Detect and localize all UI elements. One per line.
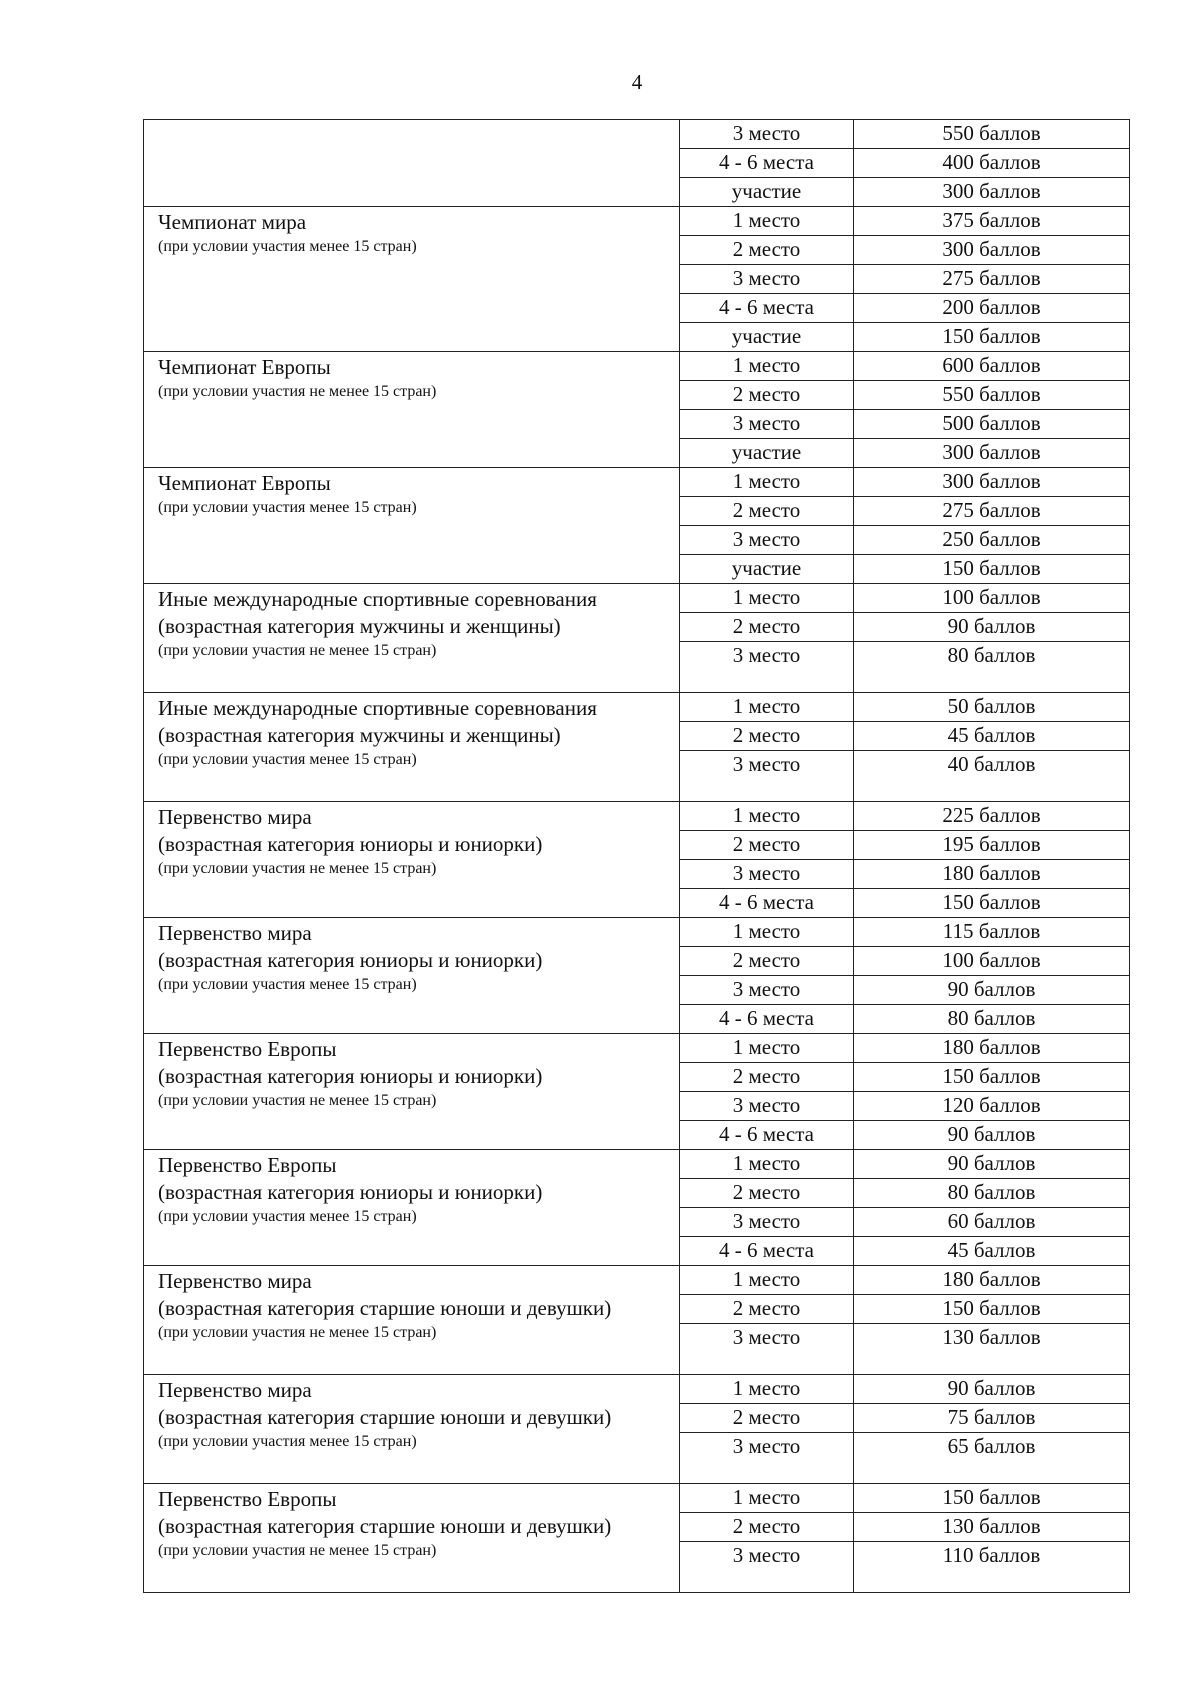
competition-title: Первенство мира: [158, 921, 312, 945]
table-row: [144, 352, 1130, 381]
competition-cell: [144, 352, 680, 468]
place-cell: 3 место: [680, 751, 854, 802]
place-cell: 3 место: [680, 1433, 854, 1484]
place-cell: 2 место: [680, 1404, 854, 1433]
participation-condition: (при условии участия менее 15 стран): [158, 976, 417, 993]
place-cell: 1 место: [680, 584, 854, 613]
competition-title: Первенство мира: [158, 1269, 312, 1293]
age-category: (возрастная категория старшие юноши и девушки): [158, 1514, 612, 1538]
points-table: [143, 119, 1130, 1593]
place-cell: 1 место: [680, 918, 854, 947]
points-cell: 100 баллов: [854, 947, 1130, 976]
age-category: (возрастная категория юниоры и юниорки): [158, 948, 543, 972]
place-cell: 2 место: [680, 497, 854, 526]
place-cell: 1 место: [680, 1375, 854, 1404]
place-cell: 3 место: [680, 1092, 854, 1121]
place-cell: 4 - 6 места: [680, 1237, 854, 1266]
points-cell: 115 баллов: [854, 918, 1130, 947]
points-cell: 65 баллов: [854, 1433, 1130, 1484]
competition-title: Иные международные спортивные соревнования: [158, 696, 597, 720]
table-row: [144, 120, 1130, 149]
place-cell: 2 место: [680, 722, 854, 751]
place-cell: 2 место: [680, 613, 854, 642]
age-category: (возрастная категория старшие юноши и девушки): [158, 1405, 612, 1429]
participation-condition: (при условии участия менее 15 стран): [158, 499, 417, 516]
points-cell: 130 баллов: [854, 1324, 1130, 1375]
participation-condition: (при условии участия не менее 15 стран): [158, 642, 437, 659]
participation-condition: (при условии участия менее 15 стран): [158, 1208, 417, 1225]
points-cell: 150 баллов: [854, 555, 1130, 584]
place-cell: 1 место: [680, 802, 854, 831]
points-cell: 275 баллов: [854, 265, 1130, 294]
table-row: [144, 802, 1130, 831]
age-category: (возрастная категория старшие юноши и девушки): [158, 1296, 612, 1320]
points-cell: 180 баллов: [854, 1034, 1130, 1063]
competition-title: Первенство Европы: [158, 1487, 337, 1511]
place-cell: 3 место: [680, 860, 854, 889]
place-cell: 1 место: [680, 352, 854, 381]
competition-title: Иные международные спортивные соревнования: [158, 587, 597, 611]
place-cell: участие: [680, 555, 854, 584]
place-cell: 2 место: [680, 1179, 854, 1208]
points-cell: 150 баллов: [854, 889, 1130, 918]
place-cell: 3 место: [680, 1208, 854, 1237]
competition-cell: [144, 918, 680, 1034]
points-cell: 300 баллов: [854, 439, 1130, 468]
competition-cell: [144, 1266, 680, 1375]
points-cell: 300 баллов: [854, 468, 1130, 497]
participation-condition: (при условии участия не менее 15 стран): [158, 860, 437, 877]
points-cell: 180 баллов: [854, 1266, 1130, 1295]
table-row: [144, 1034, 1130, 1063]
points-cell: 150 баллов: [854, 1063, 1130, 1092]
table-row: [144, 1375, 1130, 1404]
place-cell: 2 место: [680, 381, 854, 410]
place-cell: участие: [680, 439, 854, 468]
place-cell: участие: [680, 178, 854, 207]
points-cell: 90 баллов: [854, 1121, 1130, 1150]
place-cell: 1 место: [680, 207, 854, 236]
page-number: 4: [631, 70, 643, 94]
competition-cell: [144, 207, 680, 352]
points-cell: 110 баллов: [854, 1542, 1130, 1593]
place-cell: 2 место: [680, 947, 854, 976]
points-cell: 550 баллов: [854, 381, 1130, 410]
place-cell: 4 - 6 места: [680, 1005, 854, 1034]
place-cell: 4 - 6 места: [680, 1121, 854, 1150]
competition-cell: [144, 1375, 680, 1484]
points-cell: 45 баллов: [854, 722, 1130, 751]
table-row: [144, 1150, 1130, 1179]
competition-cell: [144, 693, 680, 802]
competition-title: Первенство Европы: [158, 1037, 337, 1061]
points-cell: 600 баллов: [854, 352, 1130, 381]
points-cell: 500 баллов: [854, 410, 1130, 439]
table-row: [144, 918, 1130, 947]
points-cell: 90 баллов: [854, 1150, 1130, 1179]
place-cell: 3 место: [680, 410, 854, 439]
participation-condition: (при условии участия не менее 15 стран): [158, 1542, 437, 1559]
points-cell: 300 баллов: [854, 236, 1130, 265]
age-category: (возрастная категория юниоры и юниорки): [158, 1180, 543, 1204]
place-cell: 1 место: [680, 468, 854, 497]
place-cell: 2 место: [680, 1063, 854, 1092]
table-row: [144, 207, 1130, 236]
points-cell: 150 баллов: [854, 323, 1130, 352]
place-cell: 4 - 6 места: [680, 149, 854, 178]
points-cell: 45 баллов: [854, 1237, 1130, 1266]
table-row: [144, 693, 1130, 722]
points-cell: 150 баллов: [854, 1484, 1130, 1513]
competition-title: Первенство мира: [158, 805, 312, 829]
table-row: [144, 1266, 1130, 1295]
points-cell: 120 баллов: [854, 1092, 1130, 1121]
participation-condition: (при условии участия менее 15 стран): [158, 1433, 417, 1450]
competition-title: Чемпионат Европы: [158, 471, 331, 495]
place-cell: 1 место: [680, 1266, 854, 1295]
points-cell: 150 баллов: [854, 1295, 1130, 1324]
place-cell: 2 место: [680, 831, 854, 860]
points-cell: 275 баллов: [854, 497, 1130, 526]
points-cell: 50 баллов: [854, 693, 1130, 722]
place-cell: участие: [680, 323, 854, 352]
points-cell: 180 баллов: [854, 860, 1130, 889]
age-category: (возрастная категория юниоры и юниорки): [158, 832, 543, 856]
place-cell: 1 место: [680, 1150, 854, 1179]
points-cell: 100 баллов: [854, 584, 1130, 613]
points-cell: 130 баллов: [854, 1513, 1130, 1542]
points-cell: 550 баллов: [854, 120, 1130, 149]
participation-condition: (при условии участия менее 15 стран): [158, 751, 417, 768]
table-row: [144, 468, 1130, 497]
points-cell: 300 баллов: [854, 178, 1130, 207]
age-category: (возрастная категория юниоры и юниорки): [158, 1064, 543, 1088]
participation-condition: (при условии участия не менее 15 стран): [158, 383, 437, 400]
points-cell: 80 баллов: [854, 1179, 1130, 1208]
place-cell: 2 место: [680, 236, 854, 265]
place-cell: 2 место: [680, 1295, 854, 1324]
points-cell: 250 баллов: [854, 526, 1130, 555]
table-row: [144, 584, 1130, 613]
competition-cell: [144, 802, 680, 918]
points-cell: 75 баллов: [854, 1404, 1130, 1433]
points-cell: 90 баллов: [854, 976, 1130, 1005]
competition-title: Первенство Европы: [158, 1153, 337, 1177]
place-cell: 2 место: [680, 1513, 854, 1542]
competition-title: Чемпионат Европы: [158, 355, 331, 379]
points-cell: 375 баллов: [854, 207, 1130, 236]
place-cell: 4 - 6 места: [680, 294, 854, 323]
competition-cell: [144, 1150, 680, 1266]
competition-title: Чемпионат мира: [158, 210, 307, 234]
competition-cell: [144, 468, 680, 584]
competition-cell: [144, 120, 680, 207]
table-row: [144, 1484, 1130, 1513]
participation-condition: (при условии участия менее 15 стран): [158, 238, 417, 255]
place-cell: 1 место: [680, 1484, 854, 1513]
participation-condition: (при условии участия не менее 15 стран): [158, 1092, 437, 1109]
age-category: (возрастная категория мужчины и женщины): [158, 614, 561, 638]
points-cell: 90 баллов: [854, 1375, 1130, 1404]
points-cell: 40 баллов: [854, 751, 1130, 802]
place-cell: 4 - 6 места: [680, 889, 854, 918]
age-category: (возрастная категория мужчины и женщины): [158, 723, 561, 747]
place-cell: 1 место: [680, 1034, 854, 1063]
points-cell: 90 баллов: [854, 613, 1130, 642]
place-cell: 3 место: [680, 265, 854, 294]
points-cell: 225 баллов: [854, 802, 1130, 831]
points-cell: 400 баллов: [854, 149, 1130, 178]
place-cell: 3 место: [680, 526, 854, 555]
points-cell: 195 баллов: [854, 831, 1130, 860]
place-cell: 1 место: [680, 693, 854, 722]
place-cell: 3 место: [680, 1542, 854, 1593]
competition-cell: [144, 584, 680, 693]
points-cell: 60 баллов: [854, 1208, 1130, 1237]
competition-cell: [144, 1484, 680, 1593]
competition-title: Первенство мира: [158, 1378, 312, 1402]
place-cell: 3 место: [680, 120, 854, 149]
points-cell: 80 баллов: [854, 642, 1130, 693]
place-cell: 3 место: [680, 976, 854, 1005]
participation-condition: (при условии участия не менее 15 стран): [158, 1324, 437, 1341]
competition-cell: [144, 1034, 680, 1150]
place-cell: 3 место: [680, 1324, 854, 1375]
points-cell: 200 баллов: [854, 294, 1130, 323]
points-cell: 80 баллов: [854, 1005, 1130, 1034]
place-cell: 3 место: [680, 642, 854, 693]
